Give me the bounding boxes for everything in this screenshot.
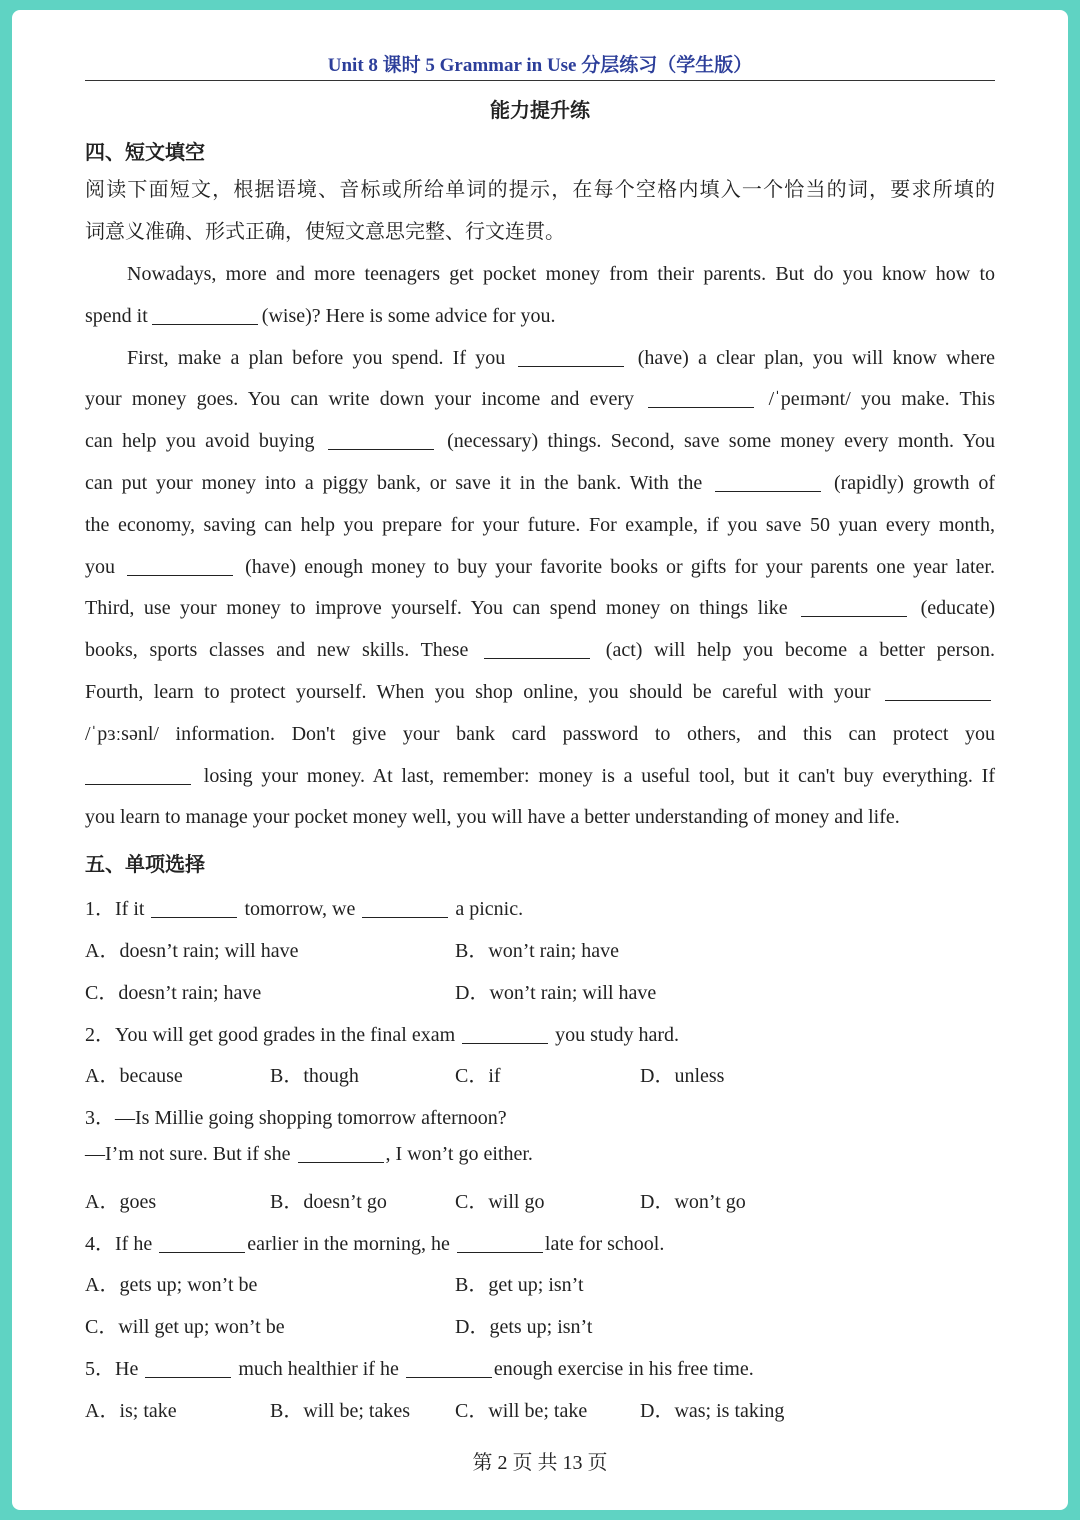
question-3-reply: —I’m not sure. But if she , I won’t go either. [85, 1143, 533, 1165]
question-3: 3．—Is Millie going shopping tomorrow afternoon? [85, 1107, 507, 1129]
instruction-line: 阅读下面短文，根据语境、音标或所给单词的提示，在每个空格内填入一个恰当的词，要求所填的 [85, 179, 995, 201]
passage-line: /ˈpɜːsənl/ information. Don't give your bank card password to others, and this can protect you [85, 722, 995, 745]
question-1: 1．If it tomorrow, we a picnic. [85, 898, 524, 920]
q3-option-b[interactable]: B．doesn’t go [270, 1191, 387, 1213]
blank-6[interactable] [127, 557, 233, 576]
blank-10[interactable] [85, 766, 191, 785]
q5-blank-1[interactable] [145, 1359, 231, 1378]
blank-7[interactable] [801, 598, 907, 617]
blank-1[interactable] [152, 306, 258, 325]
q5-option-d[interactable]: D．was; is taking [640, 1400, 785, 1422]
q3-option-d[interactable]: D．won’t go [640, 1191, 746, 1213]
question-5: 5．He much healthier if he enough exercise in his free time. [85, 1358, 754, 1380]
q5-blank-2[interactable] [406, 1359, 492, 1378]
passage-line: you learn to manage your pocket money well, you will have a better understanding of money and life. [85, 806, 900, 829]
blank-3[interactable] [648, 389, 754, 408]
q2-blank[interactable] [462, 1025, 548, 1044]
q5-option-b[interactable]: B．will be; takes [270, 1400, 410, 1422]
passage-line: your money goes. You can write down your income and every /ˈpeɪmənt/ you make. This [85, 388, 996, 411]
q4-option-c[interactable]: C．will get up; won’t be [85, 1316, 285, 1338]
question-2: 2．You will get good grades in the final exam you study hard. [85, 1024, 680, 1046]
blank-9[interactable] [885, 682, 991, 701]
blank-5[interactable] [715, 473, 821, 492]
blank-2[interactable] [518, 348, 624, 367]
q4-option-b[interactable]: B．get up; isn’t [455, 1274, 584, 1296]
q5-option-c[interactable]: C．will be; take [455, 1400, 588, 1422]
passage-line: the economy, saving can help you prepare for your future. For example, if you save 50 yuan every month, [85, 513, 995, 536]
document-page [12, 10, 1068, 1510]
header-divider [85, 80, 995, 81]
q1-blank-1[interactable] [151, 899, 237, 918]
passage-line: First, make a plan before you spend. If you (have) a clear plan, you will know where [127, 346, 995, 369]
page-footer: 第 2 页 共 13 页 [472, 1452, 608, 1474]
q4-blank-1[interactable] [159, 1234, 245, 1253]
q4-option-a[interactable]: A．gets up; won’t be [85, 1274, 258, 1296]
q3-blank[interactable] [298, 1144, 384, 1163]
passage-line: losing your money. At last, remember: money is a useful tool, but it can't buy everything. If [85, 756, 995, 798]
q2-option-b[interactable]: B．though [270, 1065, 359, 1087]
q1-option-a[interactable]: A．doesn’t rain; will have [85, 940, 299, 962]
instruction-line: 词意义准确、形式正确，使短文意思完整、行文连贯。 [85, 220, 565, 243]
question-4: 4．If he earlier in the morning, he late for school. [85, 1233, 665, 1255]
q1-option-c[interactable]: C．doesn’t rain; have [85, 982, 262, 1004]
page-header: Unit 8 课时 5 Grammar in Use 分层练习（学生版） [327, 55, 753, 76]
passage-line: can help you avoid buying (necessary) things. Second, save some money every month. You [85, 430, 995, 453]
passage-line: you (have) enough money to buy your favorite books or gifts for your parents one year later. [85, 555, 995, 578]
passage-line: spend it (wise)? Here is some advice for you. [85, 304, 556, 327]
subtitle: 能力提升练 [490, 100, 590, 122]
q1-option-b[interactable]: B．won’t rain; have [455, 940, 620, 962]
q5-option-a[interactable]: A．is; take [85, 1400, 177, 1422]
passage-line: Third, use your money to improve yourself. You can spend money on things like (educate) [85, 597, 995, 620]
passage-line: can put your money into a piggy bank, or save it in the bank. With the (rapidly) growth of [85, 471, 996, 494]
q3-option-c[interactable]: C．will go [455, 1191, 545, 1213]
blank-4[interactable] [328, 431, 434, 450]
q2-option-d[interactable]: D．unless [640, 1065, 725, 1087]
section-4-title: 四、短文填空 [85, 142, 205, 164]
q4-blank-2[interactable] [457, 1234, 543, 1253]
passage [85, 254, 995, 839]
q4-option-d[interactable]: D．gets up; isn’t [455, 1316, 593, 1338]
q1-blank-2[interactable] [362, 899, 448, 918]
section-5-title: 五、单项选择 [85, 854, 205, 876]
passage-line: Fourth, learn to protect yourself. When you shop online, you should be careful with your [85, 672, 995, 714]
passage-line: Nowadays, more and more teenagers get pocket money from their parents. But do you know how to [127, 263, 995, 285]
q1-option-d[interactable]: D．won’t rain; will have [455, 982, 657, 1004]
section-4-instructions [85, 170, 995, 254]
passage-line: books, sports classes and new skills. These (act) will help you become a better person. [85, 639, 996, 662]
q2-option-a[interactable]: A．because [85, 1065, 183, 1087]
q2-option-c[interactable]: C．if [455, 1065, 501, 1087]
q3-option-a[interactable]: A．goes [85, 1191, 157, 1213]
blank-8[interactable] [484, 640, 590, 659]
